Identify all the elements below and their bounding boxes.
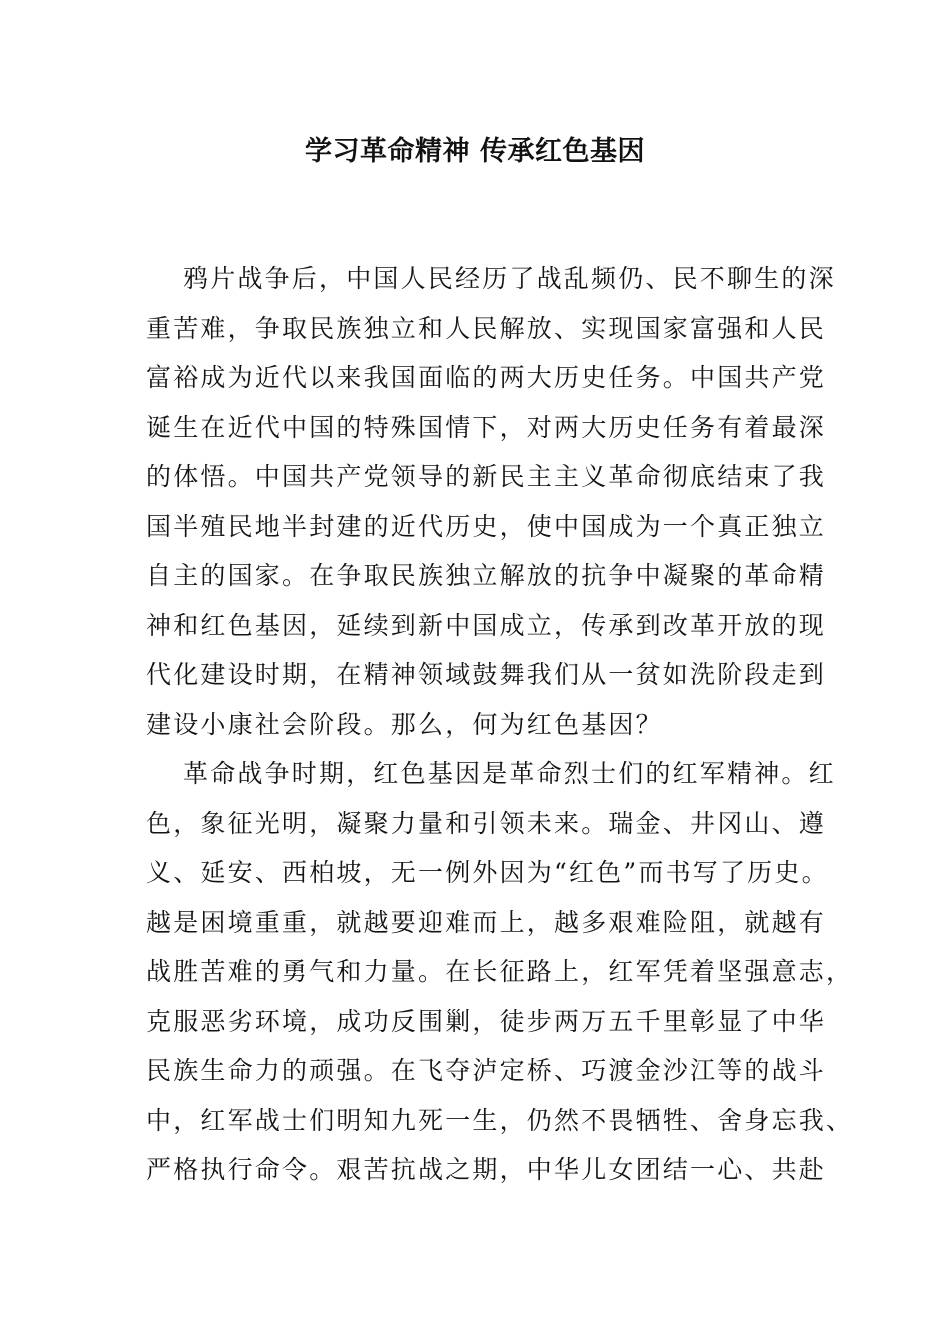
paragraph-1-line-6: 国半殖民地半封建的近代历史，使中国成为一个真正独立 <box>146 511 827 541</box>
paragraph-1-line-2: 重苦难，争取民族独立和人民解放、实现国家富强和人民 <box>146 313 827 343</box>
paragraph-1-line-7: 自主的国家。在争取民族独立解放的抗争中凝聚的革命精 <box>146 561 827 590</box>
paragraph-2-line-7: 民族生命力的顽强。在飞夺泸定桥、巧渡金沙江等的战斗 <box>146 1056 827 1085</box>
paragraph-1-line-5: 的体悟。中国共产党领导的新民主主义革命彻底结束了我 <box>146 462 827 491</box>
paragraph-1-line-9: 代化建设时期，在精神领域鼓舞我们从一贫如洗阶段走到 <box>146 660 827 689</box>
paragraph-2-line-9: 严格执行命令。艰苦抗战之期，中华儿女团结一心、共赴 <box>146 1155 827 1184</box>
document-title: 学习革命精神 传承红色基因 <box>305 136 645 167</box>
paragraph-1-line-4: 诞生在近代中国的特殊国情下，对两大历史任务有着最深 <box>146 412 827 442</box>
paragraph-2-line-2: 色，象征光明，凝聚力量和引领未来。瑞金、井冈山、遵 <box>146 808 827 838</box>
paragraph-2-line-5: 战胜苦难的勇气和力量。在长征路上，红军凭着坚强意志， <box>146 957 854 986</box>
paragraph-2-line-8: 中，红军战士们明知九死一生，仍然不畏牺牲、舍身忘我、 <box>146 1105 854 1135</box>
paragraph-2-line-4: 越是困境重重，就越要迎难而上，越多艰难险阻，就越有 <box>146 907 827 937</box>
paragraph-1-line-8: 神和红色基因，延续到新中国成立，传承到改革开放的现 <box>146 610 827 640</box>
paragraph-2-line-1: 革命战争时期，红色基因是革命烈士们的红军精神。红 <box>183 759 836 788</box>
paragraph-1-line-1: 鸦片战争后，中国人民经历了战乱频仍、民不聊生的深 <box>183 264 836 293</box>
document-body <box>146 254 854 1195</box>
paragraph-1-line-3: 富裕成为近代以来我国面临的两大历史任务。中国共产党 <box>146 363 827 392</box>
paragraph-2-line-3: 义、延安、西柏坡，无一例外因为“红色”而书写了历史。 <box>146 858 829 887</box>
paragraph-2-line-6: 克服恶劣环境，成功反围剿，徒步两万五千里彰显了中华 <box>146 1006 827 1036</box>
paragraph-1-line-10: 建设小康社会阶段。那么，何为红色基因？ <box>146 709 663 739</box>
